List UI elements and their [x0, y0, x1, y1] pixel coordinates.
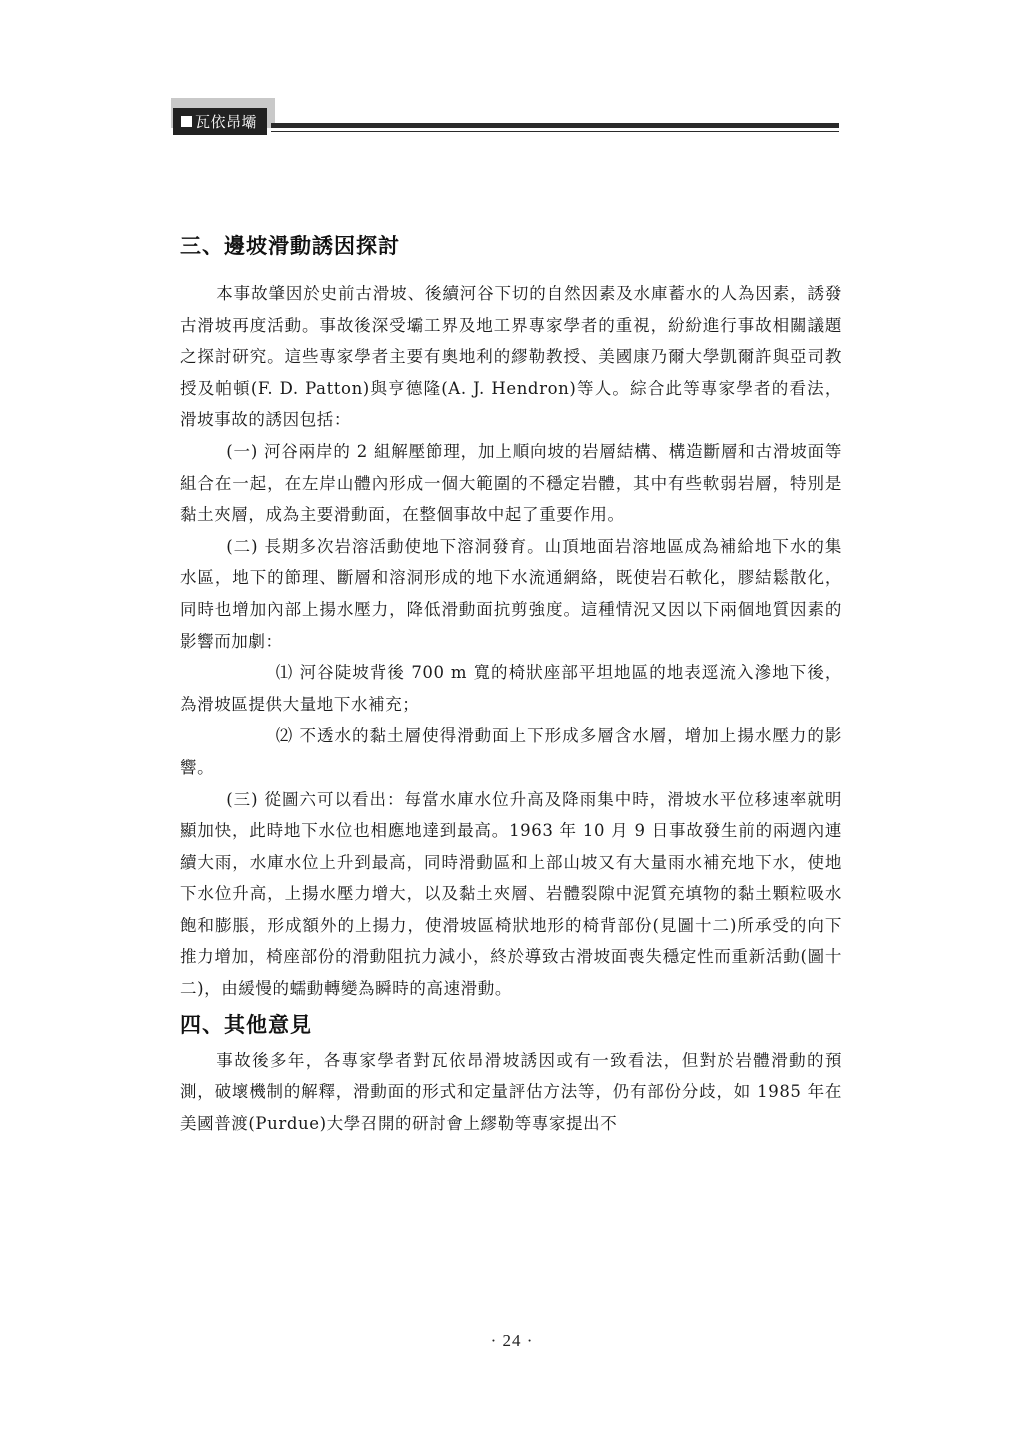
section3-item-1: (一) 河谷兩岸的 2 組解壓節理，加上順向坡的岩層結構、構造斷層和古滑坡面等組合在一起，在左岸山體內形成一個大範圍的不穩定岩體，其中有些軟弱岩層，特別是黏土夾層，成為主要滑動面，在整個事故中起了重要作用。	[180, 441, 842, 525]
section3-item-2-sub-1: ⑴ 河谷陡坡背後 700 m 寬的椅狀座部平坦地區的地表逕流入滲地下後，為滑坡區提供大量地下水補充；	[180, 663, 842, 714]
page-content	[180, 226, 842, 1139]
page-number: · 24 ·	[490, 1331, 534, 1350]
section3-item-3: (三) 從圖六可以看出：每當水庫水位升高及降雨集中時，滑坡水平位移速率就明顯加快，此時地下水位也相應地達到最高。1963 年 10 月 9 日事故發生前的兩週內連續大雨，水庫水位上升到最高，同時滑動區和上部山坡又有大量雨水補充地下水，使地下水位升高，上揚水壓力增大，以及黏土夾層、岩體裂隙中泥質充填物的黏土顆粒吸水飽和膨脹，形成額外的上揚力，使滑坡區椅狀地形的椅背部份(見圖十二)所承受的向下推力增加，椅座部份的滑動阻抗力減小，終於導致古滑坡面喪失穩定性而重新活動(圖十二)，由緩慢的蠕動轉變為瞬時的高速滑動。	[180, 789, 842, 999]
running-title: 瓦依昂壩	[195, 113, 258, 131]
section4-paragraph: 事故後多年，各專家學者對瓦依昂滑坡誘因或有一致看法，但對於岩體滑動的預測，破壞機制的解釋，滑動面的形式和定量評估方法等，仍有部份分歧，如 1985 年在美國普渡(Purdue)大學召開的研討會上繆勒等專家提出不	[180, 1050, 842, 1133]
section-heading-4: 四、其他意見	[180, 1012, 312, 1037]
section3-item-2: (二) 長期多次岩溶活動使地下溶洞發育。山頂地面岩溶地區成為補給地下水的集水區，地下的節理、斷層和溶洞形成的地下水流通網絡，既使岩石軟化，膠結鬆散化，同時也增加內部上揚水壓力，降低滑動面抗剪強度。這種情況又因以下兩個地質因素的影響而加劇：	[180, 536, 842, 651]
black-square-icon	[181, 116, 192, 127]
section3-intro-paragraph: 本事故肇因於史前古滑坡、後續河谷下切的自然因素及水庫蓄水的人為因素，誘發古滑坡再度活動。事故後深受壩工界及地工界專家學者的重視，紛紛進行事故相關議題之探討研究。這些專家學者主要有奧地利的繆勒教授、美國康乃爾大學凱爾許與亞司教授及帕頓(F. D. Patton)與亨德隆(A. J. Hendron)等人。綜合此等專家學者的看法，滑坡事故的誘因包括：	[180, 284, 842, 430]
header-rule	[271, 123, 839, 128]
section3-item-2-sub-2: ⑵ 不透水的黏土層使得滑動面上下形成多層含水層，增加上揚水壓力的影響。	[180, 726, 842, 777]
section-heading-3: 三、邊坡滑動誘因探討	[180, 234, 400, 258]
header-tab	[173, 108, 267, 135]
header-rule-thin	[271, 131, 839, 132]
running-header	[163, 98, 839, 138]
